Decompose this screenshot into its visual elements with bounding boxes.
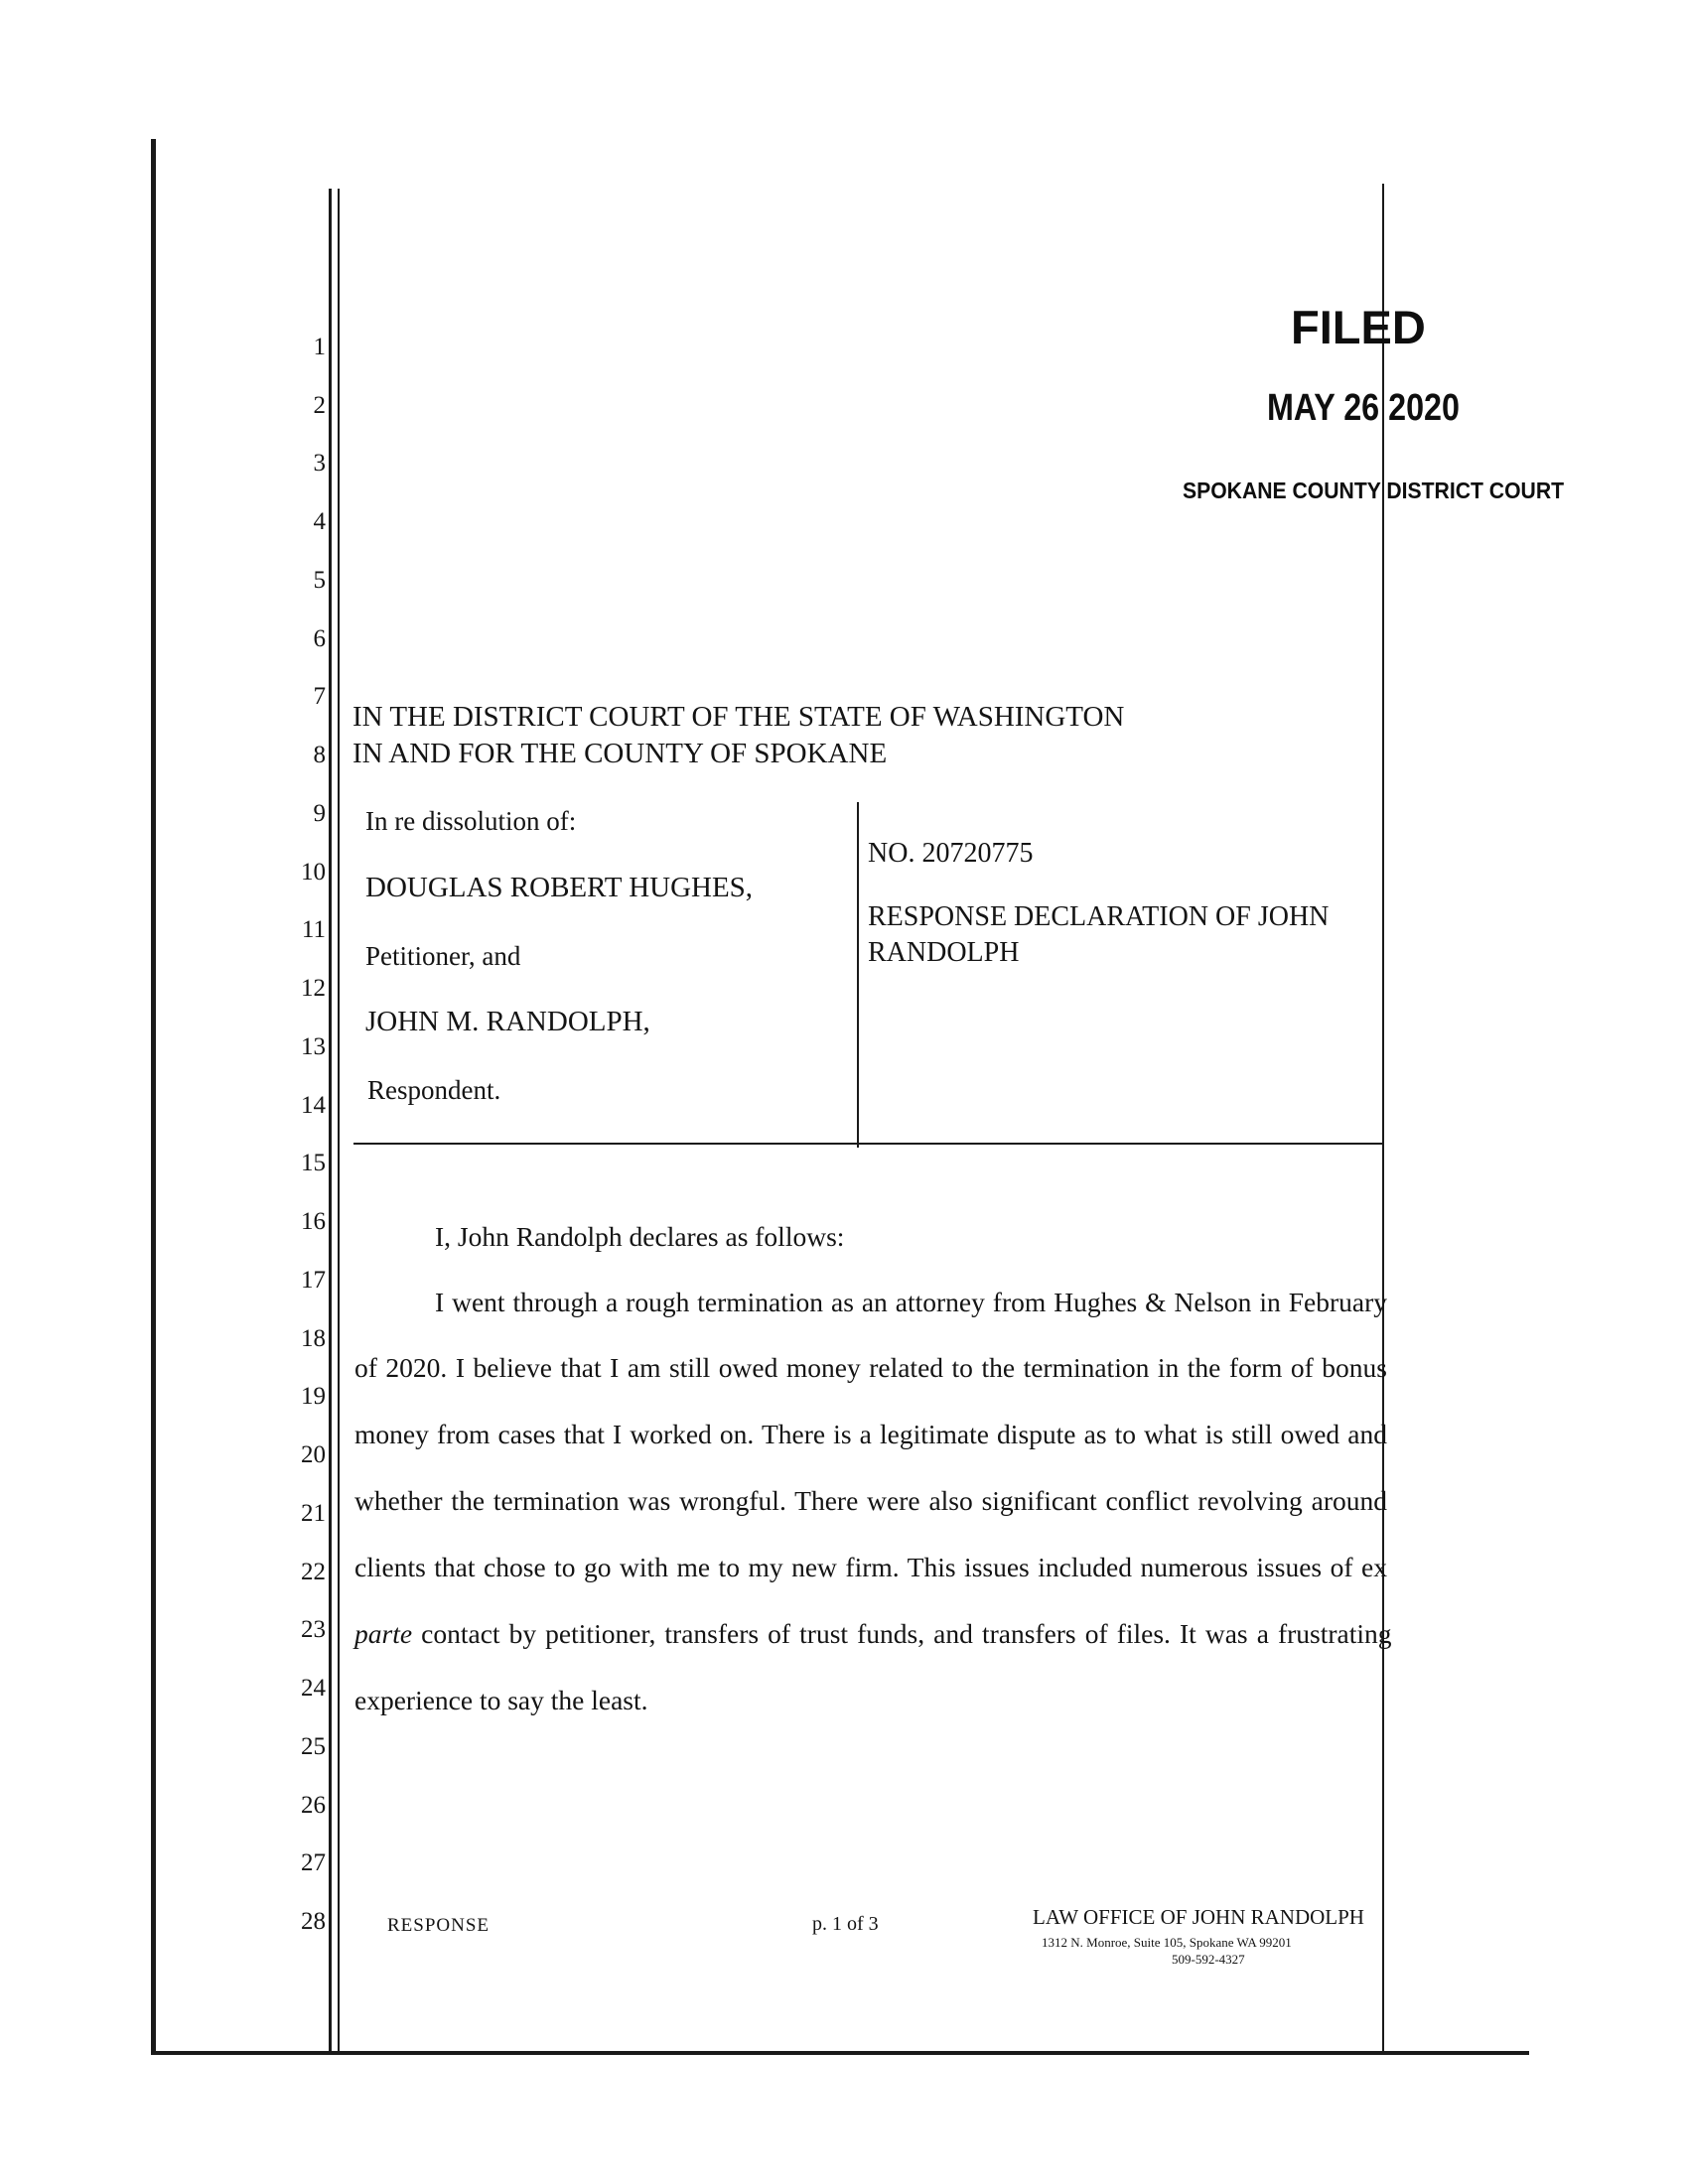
line-number: 27: [301, 1849, 326, 1876]
body-line: whether the termination was wrongful. There were also significant conflict revolving around: [354, 1485, 1387, 1516]
line-number: 28: [301, 1908, 326, 1935]
filed-date-stamp: MAY 26 2020: [1267, 387, 1460, 429]
line-number: 20: [301, 1441, 326, 1468]
line-number: 7: [313, 683, 326, 710]
line-number: 19: [301, 1383, 326, 1410]
left-margin-rule: [151, 139, 156, 2055]
document-title-line-2: RANDOLPH: [868, 937, 1020, 968]
body-line-parte-rest: contact by petitioner, transfers of trust funds, and transfers of files. It was a frustrating: [412, 1618, 1392, 1649]
line-number: 6: [313, 625, 326, 652]
line-number: 5: [313, 567, 326, 594]
line-number: 1: [313, 334, 326, 360]
body-line: I went through a rough termination as an attorney from Hughes & Nelson in February: [435, 1287, 1387, 1317]
respondent-role: Respondent.: [367, 1075, 501, 1105]
document-title-line-1: RESPONSE DECLARATION OF JOHN: [868, 901, 1330, 932]
caption-divider: [857, 802, 859, 1148]
court-stamp: SPOKANE COUNTY DISTRICT COURT: [1183, 478, 1565, 503]
body-line: clients that chose to go with me to my new firm. This issues included numerous issues of ex: [354, 1552, 1387, 1582]
body-line: money from cases that I worked on. There is a legitimate dispute as to what is still owed and: [354, 1419, 1387, 1449]
line-number: 24: [301, 1675, 326, 1702]
body-line: of 2020. I believe that I am still owed money related to the termination in the form of bonus: [354, 1352, 1387, 1383]
line-number: 15: [301, 1150, 326, 1176]
court-name-line-1: IN THE DISTRICT COURT OF THE STATE OF WASHINGTON: [352, 701, 1125, 733]
line-number: 14: [301, 1092, 326, 1119]
caption-bottom-rule: [353, 1143, 1384, 1145]
line-number: 3: [313, 450, 326, 477]
petitioner-role: Petitioner, and: [365, 941, 521, 971]
footer-page-number: p. 1 of 3: [812, 1913, 879, 1935]
declaration-intro: I, John Randolph declares as follows:: [435, 1221, 845, 1252]
petitioner-name: DOUGLAS ROBERT HUGHES,: [365, 872, 754, 903]
line-number: 8: [313, 742, 326, 768]
line-number: 10: [301, 859, 326, 886]
line-number: 22: [301, 1559, 326, 1585]
line-number: 18: [301, 1325, 326, 1352]
line-number: 4: [313, 508, 326, 535]
body-line: experience to say the least.: [354, 1685, 648, 1715]
line-number: 25: [301, 1733, 326, 1760]
line-number: 11: [301, 916, 326, 943]
line-number: 9: [313, 800, 326, 827]
right-margin-rule: [1382, 184, 1384, 2055]
filed-stamp: FILED: [1291, 301, 1426, 353]
line-number: 23: [301, 1616, 326, 1643]
line-number: 2: [313, 392, 326, 419]
respondent-name: JOHN M. RANDOLPH,: [365, 1006, 650, 1037]
line-number-rule-inner: [338, 189, 340, 2055]
line-number: 17: [301, 1267, 326, 1294]
court-name-line-2: IN AND FOR THE COUNTY OF SPOKANE: [352, 738, 888, 769]
footer-firm-address: 1312 N. Monroe, Suite 105, Spokane WA 99201: [1042, 1935, 1292, 1950]
line-number: 16: [301, 1208, 326, 1235]
parte-italic-text: parte: [354, 1618, 413, 1649]
line-number: 13: [301, 1033, 326, 1060]
footer-firm-name: LAW OFFICE OF JOHN RANDOLPH: [1033, 1905, 1364, 1929]
footer-document-label: RESPONSE: [387, 1915, 491, 1936]
footer-firm-phone: 509-592-4327: [1172, 1952, 1245, 1967]
line-number: 26: [301, 1792, 326, 1819]
body-line-parte: [354, 1618, 1392, 1650]
line-number: 12: [301, 975, 326, 1002]
case-number: NO. 20720775: [868, 838, 1034, 869]
bottom-border-rule: [151, 2051, 1529, 2055]
line-number-rule-outer: [329, 189, 332, 2055]
in-re-label: In re dissolution of:: [365, 806, 577, 836]
line-number: 21: [301, 1500, 326, 1527]
